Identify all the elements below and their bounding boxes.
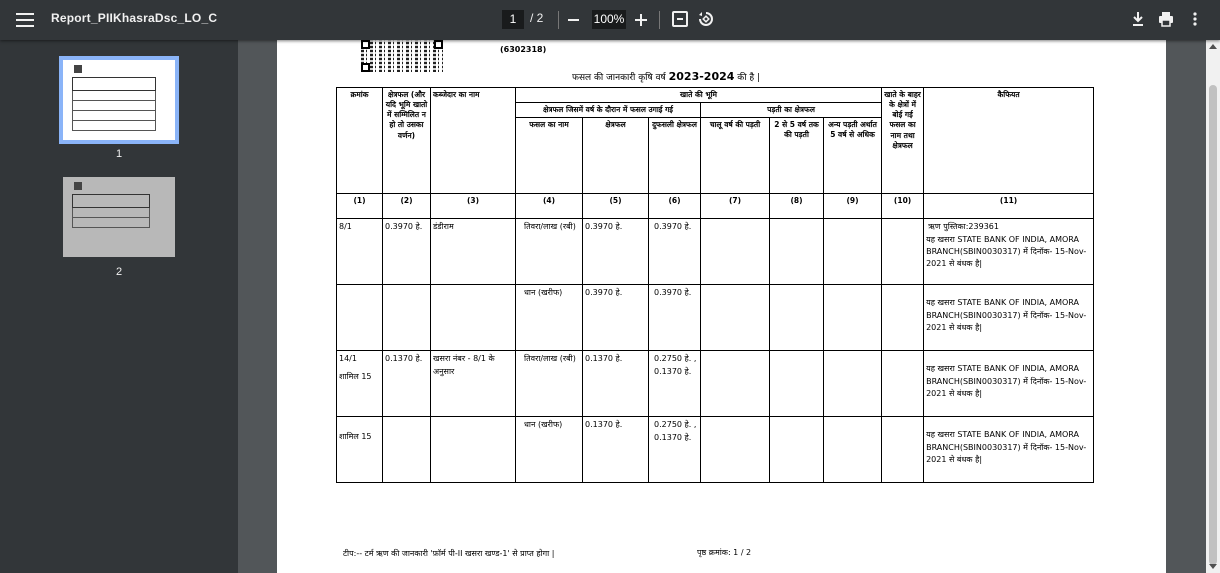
cell-empty — [882, 417, 924, 483]
page-number-input[interactable]: 1 — [502, 10, 524, 29]
crop-year-prefix: फसल की जानकारी कृषि वर्ष — [572, 73, 666, 83]
header-fasal-naam: फसल का नाम — [516, 118, 583, 194]
cell-empty — [701, 285, 770, 351]
cell-empty — [824, 219, 882, 285]
table-thumbnail — [72, 218, 150, 228]
download-icon[interactable] — [1129, 10, 1147, 28]
col-number: (7) — [701, 194, 770, 219]
cell-empty — [882, 351, 924, 417]
qr-corner — [361, 40, 370, 49]
cell-crop: तिवरा/लाख (रबी) — [516, 219, 583, 285]
thumbnail-preview — [66, 180, 172, 254]
remark-text: यह खसरा STATE BANK OF INDIA, AMORA BRANCH(SBIN0030317) में दिनॉक- 15-Nov-2021 से बंधक है| — [926, 298, 1087, 333]
header-dufasli: दुफसली क्षेत्रफल — [649, 118, 701, 194]
menu-icon[interactable] — [14, 10, 36, 30]
cell-remark — [924, 219, 1094, 285]
col-number: (8) — [770, 194, 824, 219]
header-padti-kshetrafal: पड़ती का क्षेत्रफल — [701, 103, 882, 118]
header-bahar: खाते के बाहर के क्षेत्रों में बोई गई फसल का नाम तथा क्षेत्रफल — [882, 88, 924, 194]
qr-code-thumbnail — [74, 182, 82, 190]
crop-year-line — [572, 70, 760, 83]
cell-empty — [824, 285, 882, 351]
col-number: (11) — [924, 194, 1094, 219]
scroll-thumb[interactable] — [1209, 85, 1217, 565]
header-khate-ki-bhumi: खाते की भूमि — [516, 88, 882, 103]
thumbnail-sidebar — [0, 40, 238, 573]
cell-dufasli: 0.2750 हे. , 0.1370 हे. — [649, 417, 701, 483]
table-thumbnail — [72, 91, 156, 101]
col-number: (3) — [431, 194, 516, 219]
cell-empty — [770, 351, 824, 417]
cell-crop: धान (खरीफ) — [516, 417, 583, 483]
kramank-shamil: शामिल 15 — [339, 432, 372, 442]
cell-owner: डंडीराम — [431, 219, 516, 285]
col-number: (1) — [337, 194, 383, 219]
remark-text: यह खसरा STATE BANK OF INDIA, AMORA BRANCH(SBIN0030317) में दिनॉक- 15-Nov-2021 से बंधक है| — [926, 364, 1087, 399]
kramank-value: 14/1 — [339, 354, 357, 364]
kramank-value: 8/1 — [339, 222, 352, 232]
cell-area: 0.1370 हे. — [383, 351, 431, 417]
table-thumbnail — [72, 111, 156, 121]
header-kaifiyat: कैफियत — [924, 88, 1094, 194]
pdf-page — [277, 40, 1166, 573]
cell-empty — [701, 351, 770, 417]
document-title: Report_PIIKhasraDsc_LO_C — [51, 11, 218, 25]
header-anya-padti: अन्य पड़ती अर्थात 5 वर्ष से अधिक — [824, 118, 882, 194]
qr-corner — [434, 40, 443, 49]
header-kshetrafal: क्षेत्रफल (और यदि भूमि खातो में सम्मिलित न हो तो उसका वर्णन) — [383, 88, 431, 194]
page-thumbnail-2[interactable] — [63, 177, 175, 257]
cell-kramank — [337, 285, 383, 351]
page-number-footer: पृष्ठ क्रमांक: 1 / 2 — [697, 548, 752, 557]
cell-empty — [882, 219, 924, 285]
total-pages: / 2 — [530, 11, 544, 25]
table-thumbnail — [72, 194, 150, 208]
cell-owner: खसरा नंबर - 8/1 के अनुसार — [431, 351, 516, 417]
cell-empty — [770, 219, 824, 285]
remark-text: यह खसरा STATE BANK OF INDIA, AMORA BRANCH(SBIN0030317) में दिनॉक- 15-Nov-2021 से बंधक है| — [926, 234, 1087, 269]
remark-text: यह खसरा STATE BANK OF INDIA, AMORA BRANCH(SBIN0030317) में दिनॉक- 15-Nov-2021 से बंधक है| — [926, 430, 1087, 465]
cell-empty — [701, 219, 770, 285]
zoom-in-button[interactable] — [633, 9, 649, 31]
cell-empty — [701, 417, 770, 483]
table-row — [337, 285, 1094, 351]
cell-kramank — [337, 219, 383, 285]
table-thumbnail — [72, 208, 150, 218]
cell-dufasli: 0.3970 हे. — [649, 285, 701, 351]
cell-owner — [431, 285, 516, 351]
cell-crop-area: 0.1370 हे. — [583, 417, 649, 483]
table-thumbnail — [72, 77, 156, 91]
cell-kramank — [337, 351, 383, 417]
cell-owner — [431, 417, 516, 483]
document-code: (6302318) — [500, 45, 547, 54]
more-options-icon[interactable] — [1186, 10, 1204, 28]
cell-crop-area: 0.3970 हे. — [583, 285, 649, 351]
document-viewer[interactable] — [238, 40, 1206, 573]
header-kshetrafal-ugai: क्षेत्रफल जिसमें वर्ष के दौरान में फसल उगाई गई — [516, 103, 701, 118]
cell-crop-area: 0.3970 हे. — [583, 219, 649, 285]
qr-code-thumbnail — [74, 65, 82, 73]
khasra-table — [336, 87, 1094, 483]
col-number: (6) — [649, 194, 701, 219]
cell-crop: तिवरा/लाख (रबी) — [516, 351, 583, 417]
header-chalu-varsh: चालू वर्ष की पड़ती — [701, 118, 770, 194]
header-kabjedar: कब्जेदार का नाम — [431, 88, 516, 194]
rotate-icon[interactable] — [697, 10, 715, 28]
scroll-down-arrow[interactable] — [1209, 564, 1217, 569]
table-thumbnail — [72, 121, 156, 131]
col-number: (4) — [516, 194, 583, 219]
cell-empty — [770, 285, 824, 351]
cell-remark — [924, 285, 1094, 351]
thumbnail-label: 1 — [116, 148, 123, 160]
thumbnail-preview — [66, 63, 172, 137]
col-number: (2) — [383, 194, 431, 219]
footer-note: टीप:-- टर्म ऋण की जानकारी 'फ़ॉर्म पी-II खसरा खण्ड-1' से प्राप्त होगा | — [343, 549, 555, 558]
scroll-up-arrow[interactable] — [1209, 44, 1217, 49]
table-row — [337, 219, 1094, 285]
cell-area: 0.3970 हे. — [383, 219, 431, 285]
zoom-level-input[interactable]: 100% — [592, 10, 626, 29]
col-number: (9) — [824, 194, 882, 219]
header-kshetrafal-2: क्षेत्रफल — [583, 118, 649, 194]
crop-year-suffix: की है | — [737, 73, 761, 83]
toolbar-divider — [659, 11, 660, 29]
zoom-out-button[interactable] — [566, 9, 582, 31]
pdf-toolbar — [0, 0, 1220, 40]
cell-area — [383, 417, 431, 483]
table-row — [337, 417, 1094, 483]
col-number: (5) — [583, 194, 649, 219]
cell-kramank — [337, 417, 383, 483]
cell-area — [383, 285, 431, 351]
cell-crop: धान (खरीफ) — [516, 285, 583, 351]
cell-crop-area: 0.1370 हे. — [583, 351, 649, 417]
table-row — [337, 351, 1094, 417]
kramank-shamil: शामिल 15 — [339, 371, 372, 381]
thumbnail-label: 2 — [116, 266, 123, 278]
qr-corner — [361, 63, 370, 72]
fit-page-icon[interactable] — [672, 11, 688, 27]
qr-code — [361, 40, 443, 72]
cell-empty — [824, 351, 882, 417]
cell-empty — [824, 417, 882, 483]
table-thumbnail — [72, 101, 156, 111]
col-number: (10) — [882, 194, 924, 219]
crop-year: 2023-2024 — [668, 70, 735, 83]
vertical-scrollbar[interactable] — [1206, 40, 1220, 573]
cell-dufasli: 0.3970 हे. — [649, 219, 701, 285]
cell-empty — [770, 417, 824, 483]
header-kramank: क्रमांक — [337, 88, 383, 194]
print-icon[interactable] — [1157, 10, 1175, 28]
page-thumbnail-1[interactable] — [59, 56, 179, 144]
remark-loan-book: ऋण पुस्तिका:239361 — [928, 222, 999, 232]
cell-remark — [924, 351, 1094, 417]
header-do-se-panch: 2 से 5 वर्ष तक की पड़ती — [770, 118, 824, 194]
cell-remark — [924, 417, 1094, 483]
cell-dufasli: 0.2750 हे. , 0.1370 हे. — [649, 351, 701, 417]
toolbar-divider — [558, 11, 559, 29]
cell-empty — [882, 285, 924, 351]
